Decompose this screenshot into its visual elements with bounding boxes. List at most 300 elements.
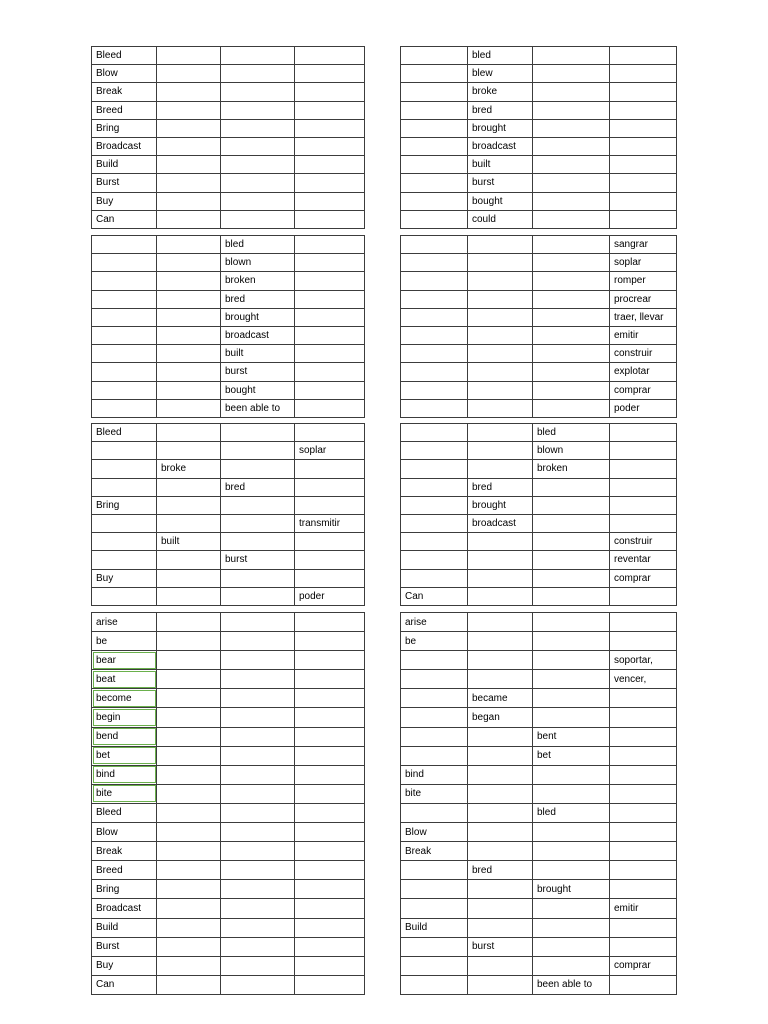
past-participle-cell: built [221,345,295,363]
past-participle-cell [533,326,610,344]
past-simple-cell: broadcast [468,137,533,155]
past-participle-cell [221,765,295,784]
past-simple-cell [468,308,533,326]
meaning-cell [295,326,365,344]
table-row [92,842,365,861]
meaning-cell [610,937,677,956]
meaning-cell [610,803,677,822]
past-participle-cell [221,842,295,861]
meaning-cell [610,137,677,155]
past-simple-cell [468,899,533,918]
base-form-cell: Blow [401,823,468,842]
table-row [92,651,365,670]
past-participle-cell [221,119,295,137]
past-participle-cell [221,569,295,587]
past-simple-cell [157,551,221,569]
table-row [401,880,677,899]
meaning-cell [610,587,677,605]
past-participle-cell [221,975,295,994]
base-form-cell: Blow [92,65,157,83]
base-form-cell [401,803,468,822]
past-simple-cell [157,424,221,442]
base-form-cell [401,363,468,381]
past-participle-cell [221,587,295,605]
past-simple-cell [468,975,533,994]
table-row [401,823,677,842]
past-participle-cell: brought [533,880,610,899]
meaning-cell [295,842,365,861]
meaning-cell [610,119,677,137]
past-participle-cell: bled [533,803,610,822]
past-participle-cell [533,533,610,551]
past-simple-cell [157,899,221,918]
past-participle-cell: bent [533,727,610,746]
past-simple-cell: built [157,533,221,551]
past-simple-cell: became [468,689,533,708]
meaning-cell [610,765,677,784]
past-simple-cell [468,880,533,899]
base-form-cell: Build [92,156,157,174]
base-form-cell [401,551,468,569]
base-form-cell [92,363,157,381]
past-participle-cell [221,880,295,899]
base-form-cell [92,399,157,417]
base-form-cell [92,345,157,363]
past-simple-cell [157,803,221,822]
table-row [92,569,365,587]
verb-table-spanish-meaning [400,235,677,418]
past-simple-cell [157,156,221,174]
past-participle-cell [533,236,610,254]
past-participle-cell: bought [221,381,295,399]
meaning-cell: sangrar [610,236,677,254]
past-participle-cell: blown [221,254,295,272]
table-row [92,956,365,975]
past-participle-cell [221,937,295,956]
meaning-cell [610,192,677,210]
past-simple-cell: bled [468,47,533,65]
meaning-cell [610,918,677,937]
table-row [401,975,677,994]
base-form-cell [92,514,157,532]
base-form-cell: Break [92,83,157,101]
past-participle-cell [221,918,295,937]
table-row [401,254,677,272]
past-participle-cell [533,918,610,937]
base-form-cell [401,975,468,994]
table-row [401,363,677,381]
past-participle-cell [533,101,610,119]
meaning-cell: emitir [610,899,677,918]
verb-table-full-list [91,612,365,995]
table-row [92,381,365,399]
base-form-cell [401,880,468,899]
table-row [401,174,677,192]
past-participle-cell [533,670,610,689]
table-row [401,345,677,363]
base-form-cell [401,83,468,101]
table-row [92,83,365,101]
past-participle-cell [221,689,295,708]
past-simple-cell [157,236,221,254]
past-simple-cell [157,918,221,937]
past-simple-cell [157,65,221,83]
base-form-cell [92,533,157,551]
meaning-cell [295,956,365,975]
base-form-cell: bite [92,784,157,803]
meaning-cell: procrear [610,290,677,308]
past-simple-cell [157,823,221,842]
past-simple-cell [468,290,533,308]
past-participle-cell [221,651,295,670]
meaning-cell [610,861,677,880]
past-participle-cell [221,156,295,174]
table-row [401,689,677,708]
base-form-cell: Buy [92,569,157,587]
past-simple-cell: bred [468,861,533,880]
meaning-cell [295,533,365,551]
past-participle-cell [533,765,610,784]
base-form-cell [401,210,468,228]
meaning-cell [610,460,677,478]
meaning-cell [295,937,365,956]
meaning-cell [295,119,365,137]
table-row [92,236,365,254]
table-row [92,460,365,478]
base-form-cell: Bring [92,119,157,137]
past-participle-cell [221,174,295,192]
past-simple-cell [468,399,533,417]
past-simple-cell [157,765,221,784]
base-form-cell [92,381,157,399]
past-simple-cell [157,842,221,861]
table-row [92,861,365,880]
past-simple-cell: began [468,708,533,727]
past-simple-cell [468,956,533,975]
base-form-cell: Buy [92,192,157,210]
meaning-cell [610,708,677,727]
base-form-cell: Bleed [92,424,157,442]
past-participle-cell [221,861,295,880]
base-form-cell [401,708,468,727]
base-form-cell: Bleed [92,47,157,65]
base-form-cell [92,290,157,308]
meaning-cell [295,137,365,155]
past-participle-cell [221,746,295,765]
meaning-cell [295,65,365,83]
past-simple-cell [157,381,221,399]
past-simple-cell [157,399,221,417]
base-form-cell: Build [401,918,468,937]
past-participle-cell [221,514,295,532]
table-row [401,587,677,605]
base-form-cell: Bring [92,496,157,514]
table-row [401,496,677,514]
base-form-cell: Bleed [92,803,157,822]
past-participle-cell [533,651,610,670]
meaning-cell [610,101,677,119]
base-form-cell [401,460,468,478]
meaning-cell: soplar [295,442,365,460]
past-participle-cell: brought [221,308,295,326]
base-form-cell [401,65,468,83]
meaning-cell [295,496,365,514]
base-form-cell [401,514,468,532]
table-row [401,937,677,956]
meaning-cell [295,861,365,880]
table-row [92,326,365,344]
table-row [92,156,365,174]
past-simple-cell: broke [157,460,221,478]
past-simple-cell [468,670,533,689]
meaning-cell [295,670,365,689]
table-row [92,345,365,363]
meaning-cell [610,842,677,861]
past-participle-cell [533,192,610,210]
past-simple-cell [157,613,221,632]
past-participle-cell [533,47,610,65]
past-participle-cell: broadcast [221,326,295,344]
table-row [401,65,677,83]
base-form-cell [401,236,468,254]
base-form-cell [401,47,468,65]
meaning-cell: poder [295,587,365,605]
table-row [92,119,365,137]
base-form-cell [401,442,468,460]
past-participle-cell: broken [221,272,295,290]
base-form-cell: Broadcast [92,899,157,918]
meaning-cell [295,708,365,727]
meaning-cell [295,746,365,765]
meaning-cell [610,478,677,496]
base-form-cell [401,174,468,192]
base-form-cell [401,119,468,137]
past-simple-cell [157,496,221,514]
past-participle-cell [221,533,295,551]
meaning-cell [610,47,677,65]
meaning-cell [295,381,365,399]
past-simple-cell [157,937,221,956]
past-participle-cell: burst [221,551,295,569]
past-simple-cell [157,442,221,460]
past-simple-cell [157,651,221,670]
past-participle-cell [533,478,610,496]
table-row [401,478,677,496]
past-simple-cell [468,918,533,937]
past-participle-cell [533,899,610,918]
past-participle-cell [533,174,610,192]
past-simple-cell [468,442,533,460]
past-simple-cell [157,784,221,803]
base-form-cell [401,746,468,765]
past-participle-cell: blown [533,442,610,460]
past-simple-cell [157,670,221,689]
past-simple-cell [157,119,221,137]
past-simple-cell [157,975,221,994]
table-row [401,803,677,822]
table-row [92,975,365,994]
past-participle-cell [533,345,610,363]
base-form-cell [401,956,468,975]
base-form-cell [401,689,468,708]
base-form-cell: Can [92,975,157,994]
table-row [401,514,677,532]
table-row [92,784,365,803]
table-row [92,880,365,899]
past-participle-cell [221,613,295,632]
base-form-cell [92,587,157,605]
meaning-cell [295,569,365,587]
past-participle-cell [533,861,610,880]
base-form-cell: arise [92,613,157,632]
table-row [401,569,677,587]
past-participle-cell: been able to [221,399,295,417]
past-simple-cell [468,345,533,363]
past-participle-cell [221,670,295,689]
meaning-cell: construir [610,533,677,551]
base-form-cell [401,424,468,442]
past-participle-cell [533,308,610,326]
past-simple-cell: bred [468,478,533,496]
verb-table-exercise-left [91,423,365,606]
meaning-cell [295,689,365,708]
meaning-cell [295,47,365,65]
past-simple-cell: burst [468,174,533,192]
past-simple-cell [157,345,221,363]
meaning-cell [610,83,677,101]
base-form-cell [401,272,468,290]
meaning-cell [295,803,365,822]
past-participle-cell [533,569,610,587]
meaning-cell [295,784,365,803]
past-participle-cell: bred [221,478,295,496]
meaning-cell [610,613,677,632]
base-form-cell: Can [92,210,157,228]
past-simple-cell [468,569,533,587]
past-simple-cell: brought [468,496,533,514]
table-row [401,192,677,210]
meaning-cell [295,424,365,442]
table-row [92,442,365,460]
table-row [401,210,677,228]
table-row [401,326,677,344]
table-row [92,254,365,272]
table-row [92,708,365,727]
meaning-cell: soportar, [610,651,677,670]
past-simple-cell [157,47,221,65]
past-participle-cell [533,210,610,228]
meaning-cell [295,918,365,937]
base-form-cell: begin [92,708,157,727]
meaning-cell [610,632,677,651]
meaning-cell [295,399,365,417]
past-simple-cell [468,803,533,822]
meaning-cell [610,156,677,174]
table-row [92,137,365,155]
past-simple-cell [468,842,533,861]
past-simple-cell [157,308,221,326]
past-simple-cell [468,765,533,784]
past-simple-cell [157,290,221,308]
meaning-cell [295,83,365,101]
base-form-cell: Buy [92,956,157,975]
base-form-cell [401,569,468,587]
table-row [92,613,365,632]
past-participle-cell [533,708,610,727]
past-simple-cell [468,551,533,569]
table-row [401,156,677,174]
base-form-cell [401,478,468,496]
table-row [92,689,365,708]
past-participle-cell [533,399,610,417]
meaning-cell [295,899,365,918]
base-form-cell [401,861,468,880]
past-participle-cell [533,689,610,708]
past-participle-cell [221,632,295,651]
past-participle-cell: bet [533,746,610,765]
table-row [401,290,677,308]
past-simple-cell [468,651,533,670]
base-form-cell [401,670,468,689]
meaning-cell [610,496,677,514]
base-form-cell: Build [92,918,157,937]
base-form-cell [92,272,157,290]
base-form-cell: Breed [92,861,157,880]
base-form-cell [92,478,157,496]
base-form-cell: become [92,689,157,708]
meaning-cell: construir [610,345,677,363]
base-form-cell: Blow [92,823,157,842]
table-row [92,937,365,956]
meaning-cell: comprar [610,956,677,975]
past-participle-cell [533,842,610,861]
meaning-cell [295,156,365,174]
base-form-cell: bind [401,765,468,784]
meaning-cell [295,236,365,254]
meaning-cell: soplar [610,254,677,272]
past-simple-cell [157,137,221,155]
meaning-cell [295,210,365,228]
base-form-cell [92,254,157,272]
past-simple-cell [157,746,221,765]
table-row [92,823,365,842]
table-row [92,192,365,210]
past-participle-cell [221,442,295,460]
base-form-cell [401,254,468,272]
past-simple-cell: bought [468,192,533,210]
past-simple-cell: brought [468,119,533,137]
table-row [401,842,677,861]
base-form-cell [401,651,468,670]
meaning-cell: vencer, [610,670,677,689]
table-row [401,632,677,651]
past-simple-cell [157,727,221,746]
past-simple-cell [157,514,221,532]
meaning-cell [295,192,365,210]
base-form-cell [401,308,468,326]
past-simple-cell [157,101,221,119]
past-simple-cell [468,363,533,381]
table-row [401,442,677,460]
table-row [92,551,365,569]
past-simple-cell: broke [468,83,533,101]
past-participle-cell [533,363,610,381]
table-row [401,861,677,880]
meaning-cell [610,174,677,192]
table-row [401,613,677,632]
table-row [92,424,365,442]
meaning-cell [295,551,365,569]
